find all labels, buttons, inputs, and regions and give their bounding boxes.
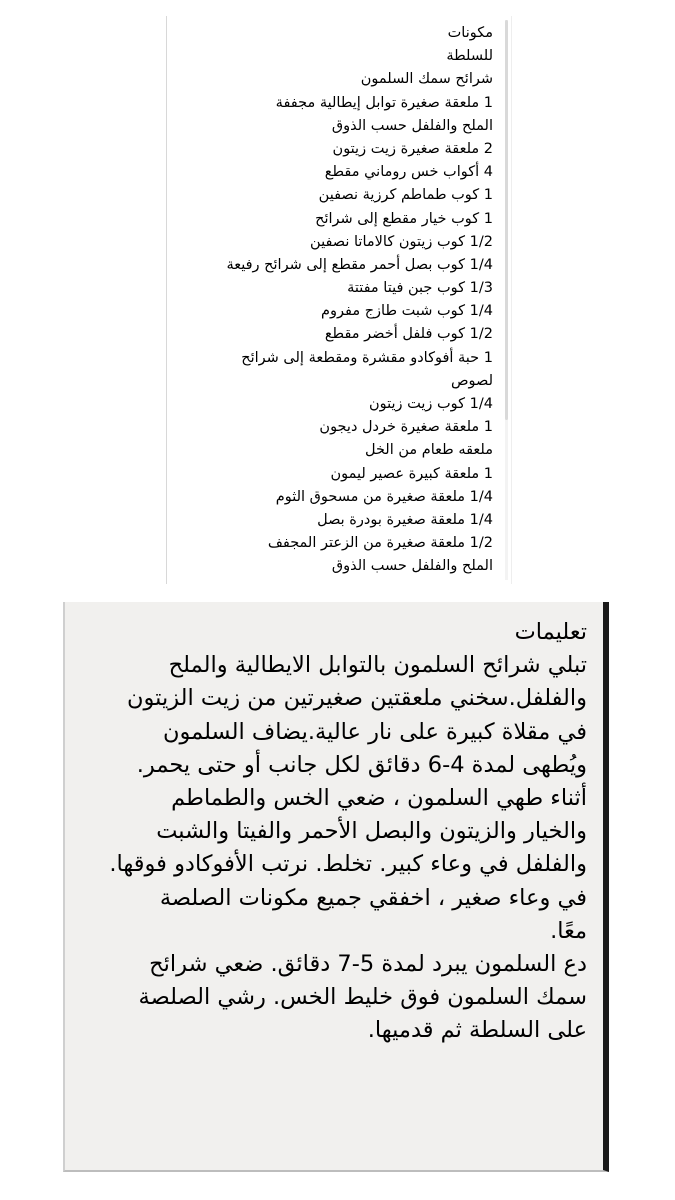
ingredient-line: لصوص	[450, 372, 493, 389]
ingredient-line: 1/3 كوب جبن فيتا مفتتة	[347, 280, 493, 297]
ingredient-line: شرائح سمك السلمون	[360, 71, 493, 88]
instruction-line: دع السلمون يبرد لمدة 5-7 دقائق. ضعي شرائح	[149, 951, 587, 978]
instruction-line: والخيار والزيتون والبصل الأحمر والفيتا والشبت	[156, 818, 587, 845]
ingredient-line: 1 ملعقة صغيرة توابل إيطالية مجففة	[275, 94, 493, 111]
ingredient-line: 1/4 ملعقة صغيرة من مسحوق الثوم	[275, 488, 493, 505]
ingredient-line: 1/4 ملعقة صغيرة بودرة بصل	[317, 511, 493, 528]
ingredient-line: 1 حبة أفوكادو مقشرة ومقطعة إلى شرائح	[241, 349, 493, 366]
ingredient-line: 1 كوب طماطم كرزية نصفين	[318, 187, 493, 204]
ingredient-line: الملح والفلفل حسب الذوق	[331, 117, 493, 134]
instruction-line: تبلي شرائح السلمون بالتوابل الايطالية والملح	[168, 652, 587, 679]
scrollbar-thumb[interactable]	[505, 20, 508, 420]
instruction-line: في وعاء صغير ، اخفقي جميع مكونات الصلصة	[159, 884, 587, 911]
ingredient-line: 1/2 ملعقة صغيرة من الزعتر المجفف	[267, 535, 493, 552]
instruction-line: على السلطة ثم قدميها.	[367, 1017, 587, 1044]
instruction-line: معًا.	[550, 917, 587, 944]
ingredient-line: 1/4 كوب بصل أحمر مقطع إلى شرائح رفيعة	[226, 256, 493, 273]
instruction-line: سمك السلمون فوق خليط الخس. رشي الصلصة	[138, 984, 587, 1011]
instruction-line: في مقلاة كبيرة على نار عالية.يضاف السلمون	[162, 718, 587, 745]
ingredient-line: مكونات	[447, 25, 493, 41]
ingredient-line: 1/2 كوب زيتون كالاماتا نصفين	[310, 233, 493, 250]
ingredient-line: 4 أكواب خس روماني مقطع	[324, 164, 493, 181]
ingredient-line: ملعقه طعام من الخل	[364, 442, 493, 459]
ingredients-list	[193, 22, 493, 579]
ingredient-line: للسلطة	[446, 48, 493, 65]
instructions-panel	[63, 602, 609, 1172]
instruction-line: والفلفل.سخني ملعقتين صغيرتين من زيت الزيتون	[127, 685, 587, 712]
instructions-heading: تعليمات	[514, 619, 587, 645]
ingredient-line: 1/2 كوب فلفل أخضر مقطع	[324, 326, 493, 343]
instructions-text	[75, 616, 587, 1048]
instruction-line: أثناء طهي السلمون ، ضعي الخس والطماطم	[171, 785, 587, 812]
instruction-line: والفلفل في وعاء كبير. تخلط. نرتب الأفوكادو فوقها.	[109, 851, 587, 878]
ingredient-line: 1/4 كوب شبت طازج مفروم	[321, 303, 493, 320]
ingredient-line: 2 ملعقة صغيرة زيت زيتون	[332, 140, 493, 157]
ingredient-line: الملح والفلفل حسب الذوق	[331, 558, 493, 575]
ingredient-line: 1 ملعقة صغيرة خردل ديجون	[319, 419, 493, 436]
instruction-line: ويُطهى لمدة 4-6 دقائق لكل جانب أو حتى يحمر.	[136, 751, 587, 778]
ingredient-line: 1/4 كوب زيت زيتون	[368, 396, 493, 412]
ingredient-line: 1 ملعقة كبيرة عصير ليمون	[330, 465, 493, 482]
ingredients-panel[interactable]	[166, 16, 512, 584]
ingredient-line: 1 كوب خيار مقطع إلى شرائح	[315, 210, 493, 227]
